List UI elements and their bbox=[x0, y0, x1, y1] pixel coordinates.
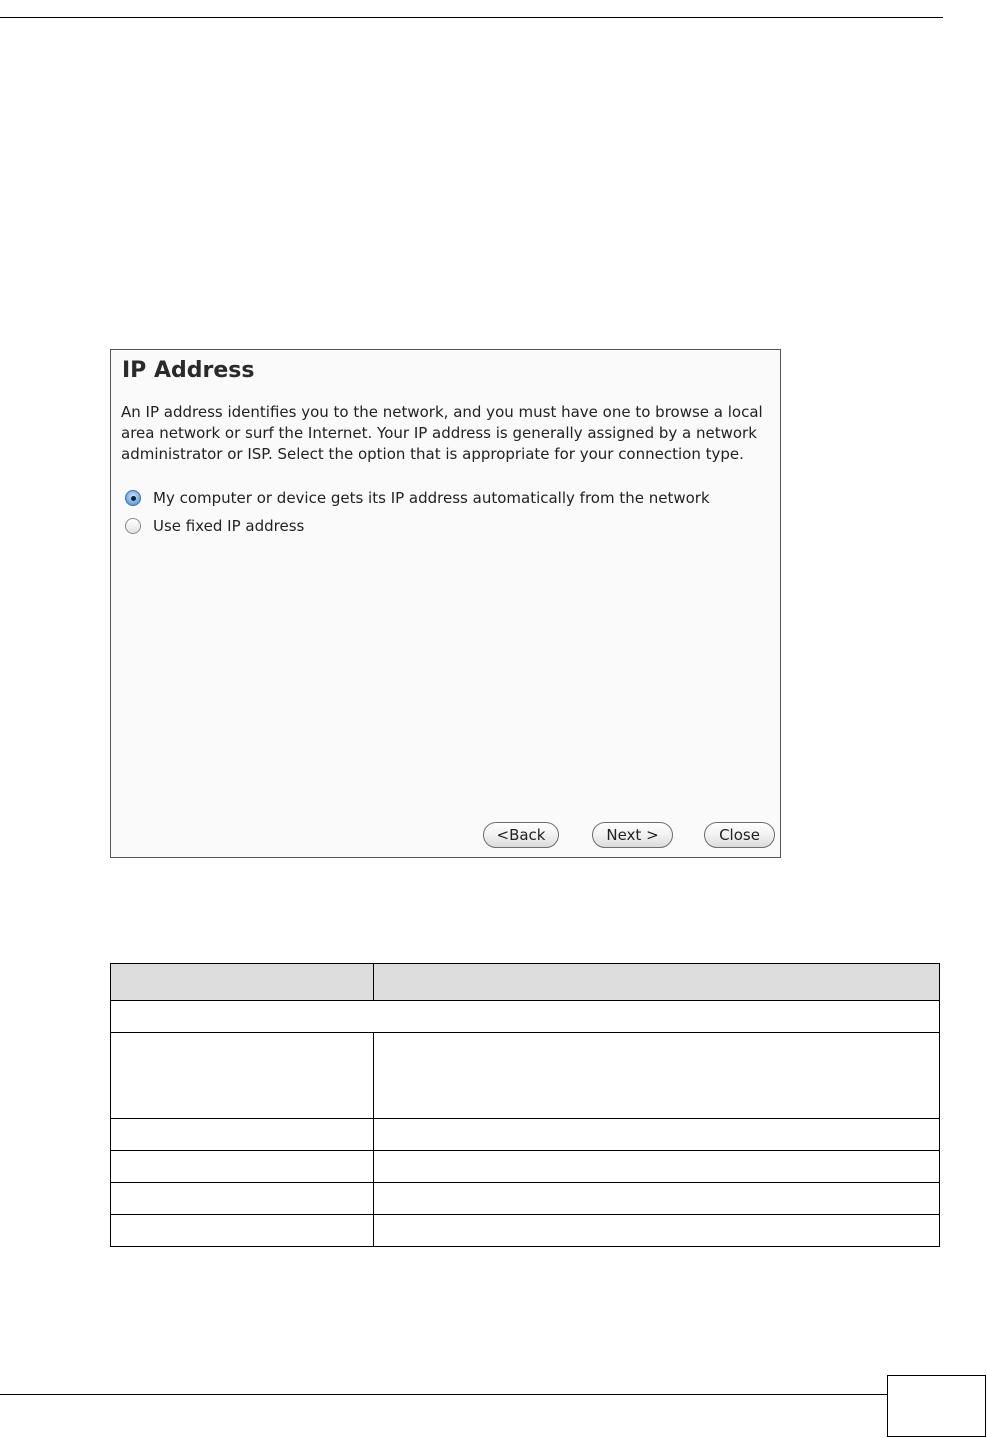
ip-address-dialog-screenshot bbox=[110, 349, 781, 858]
table-cell bbox=[374, 1151, 940, 1183]
table-header-row bbox=[111, 964, 940, 1001]
dialog-description: An IP address identifies you to the network, and you must have one to browse a local area network or surf the Internet. Your IP address is generally assigned by a network administrator or ISP. Select the option that is appropriate for your connection type. bbox=[121, 403, 763, 463]
table-header-cell bbox=[111, 964, 374, 1001]
next-button[interactable]: Next > bbox=[592, 822, 673, 848]
option-fixed-ip[interactable] bbox=[125, 517, 304, 535]
table-cell bbox=[111, 1183, 374, 1215]
table-cell bbox=[111, 1119, 374, 1151]
table-cell bbox=[374, 1119, 940, 1151]
radio-selected-icon[interactable] bbox=[125, 490, 141, 506]
option-automatic-ip-label: My computer or device gets its IP address automatically from the network bbox=[153, 489, 710, 507]
table-header-cell bbox=[374, 964, 940, 1001]
page-number-box bbox=[887, 1375, 986, 1437]
table-row bbox=[111, 1215, 940, 1247]
field-description-table bbox=[110, 963, 940, 1247]
radio-unselected-icon[interactable] bbox=[125, 518, 141, 534]
table-section-row bbox=[111, 1001, 940, 1033]
table-cell bbox=[111, 1151, 374, 1183]
table-cell bbox=[111, 1033, 374, 1119]
table-row bbox=[111, 1151, 940, 1183]
option-automatic-ip[interactable] bbox=[125, 489, 710, 507]
table-row bbox=[111, 1183, 940, 1215]
dialog-title: IP Address bbox=[122, 358, 255, 383]
header-rule bbox=[0, 17, 943, 18]
table-row bbox=[111, 1119, 940, 1151]
close-button[interactable]: Close bbox=[704, 822, 775, 848]
table-cell bbox=[374, 1215, 940, 1247]
footer-rule bbox=[0, 1394, 888, 1395]
table-cell bbox=[111, 1001, 940, 1033]
table-row bbox=[111, 1033, 940, 1119]
table-cell bbox=[374, 1033, 940, 1119]
option-fixed-ip-label: Use fixed IP address bbox=[153, 517, 305, 535]
table-cell bbox=[374, 1183, 940, 1215]
back-button[interactable]: <Back bbox=[483, 822, 559, 848]
table-cell bbox=[111, 1215, 374, 1247]
